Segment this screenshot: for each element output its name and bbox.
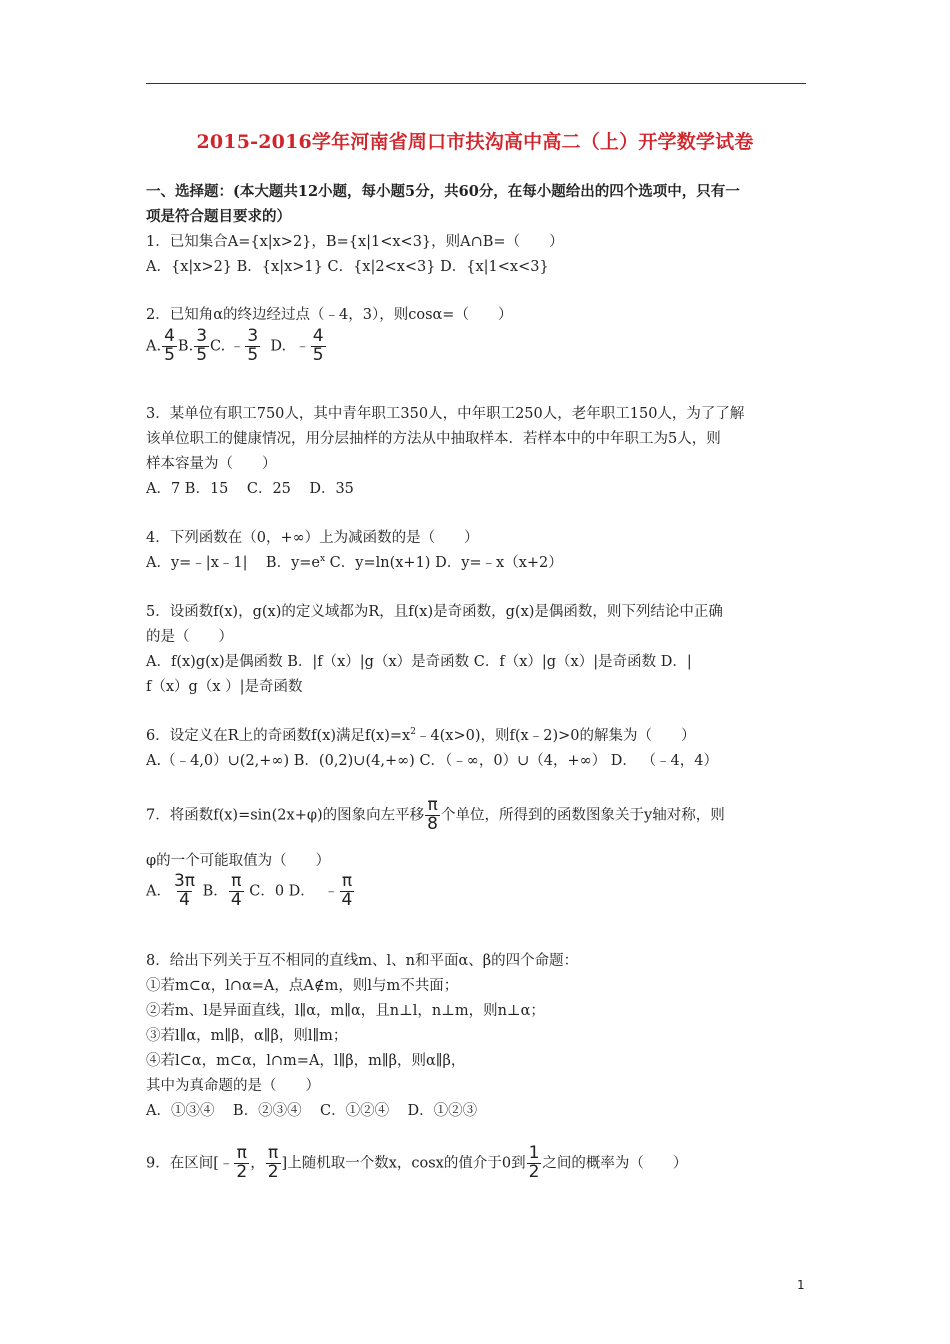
q2-b-label: B. [177,338,194,355]
numerator: π [341,871,353,891]
q2-stem: 2．已知角α的终边经过点（﹣4，3），则cosα=（ ） [146,307,513,323]
denominator: 4 [341,889,353,910]
header-rule [146,83,806,84]
denominator: 8 [427,813,438,834]
q3-line1: 3．某单位有职工750人，其中青年职工350人，中年职工250人，老年职工150人，为了了解 [146,406,745,422]
q8-proposition-1: ①若m⊂α，l∩α=A，点A∉m，则l与m不共面； [146,978,459,994]
q5-line4: f（x）g（x ）|是奇函数 [146,679,303,695]
exam-title: 2015-2016学年河南省周口市扶沟高中高二（上）开学数学试卷 [196,131,754,153]
q3-options: A．7 B．15 C．25 D．35 [146,481,354,497]
q4-options-cd: C．y=ln(x+1) D．y=﹣x（x+2） [325,555,563,571]
q9-stem [146,1145,687,1182]
q7-b-fraction [229,873,244,910]
denominator: 5 [164,344,175,365]
q8-proposition-3: ③若l∥α，m∥β，α∥β，则l∥m； [146,1028,348,1044]
q6-stem [146,724,695,745]
q7-stem-a: 7．将函数f(x)=sin(2x+φ)的图象向左平移 [146,807,425,824]
q2-a-label: A. [146,338,162,355]
q2-b-fraction [194,328,209,365]
numerator: π [268,1143,279,1163]
q9-stem-c: 之间的概率为（ ） [542,1155,688,1172]
q7-stem-b: 个单位，所得到的函数图象关于y轴对称，则 [441,807,725,824]
q7-a-fraction [172,873,197,910]
numerator: 3 [196,326,208,346]
denominator: 2 [528,1161,540,1182]
numerator: 3π [173,871,196,891]
q5-line1: 5．设函数f(x)，g(x)的定义域都为R，且f(x)是奇函数，g(x)是偶函数，则下列结论中正确 [146,604,723,620]
q6-exponent: 2 [410,727,416,738]
q2-options [146,328,327,365]
q9-comma: ， [250,1155,265,1172]
q7-b-label: B． [198,883,228,900]
q7-line2: φ的一个可能取值为（ ） [146,853,331,869]
denominator: 5 [196,344,208,365]
denominator: 5 [312,344,324,365]
q2-a-fraction [162,328,177,365]
q2-d-fraction [311,328,326,365]
numerator: 4 [164,326,175,346]
q1-options: A．{x|x>2} B．{x|x>1} C．{x|2<x<3} D．{x|1<x<3} [146,259,549,275]
q4-exponent: x [320,554,326,565]
q4-options [146,551,563,572]
q7-a-label: A． [146,883,171,900]
q6-stem-b: ﹣4(x>0)，则f(x﹣2)>0的解集为（ ） [415,728,696,744]
q4-stem: 4．下列函数在（0，+∞）上为减函数的是（ ） [146,530,479,546]
q2-d-label: D. ﹣ [261,338,310,355]
q9-half-fraction [527,1145,542,1182]
denominator: 4 [230,889,242,910]
q9-stem-b: ]上随机取一个数x，cosx的值介于0到 [281,1155,526,1172]
q4-options-ab: A．y=﹣|x﹣1| B．y=e [146,555,320,571]
numerator: π [231,871,242,891]
q6-stem-a: 6．设定义在R上的奇函数f(x)满足f(x)=x [146,728,411,744]
q9-left-fraction [234,1145,249,1182]
numerator: π [236,1143,247,1163]
q1-stem: 1．已知集合A={x|x>2}，B={x|1<x<3}，则A∩B=（ ） [146,234,564,250]
q5-line2: 的是（ ） [146,629,233,645]
q3-line2: 该单位职工的健康情况，用分层抽样的方法从中抽取样本．若样本中的中年职工为5人，则 [146,431,721,447]
denominator: 2 [236,1161,248,1182]
q8-options: A．①③④ B．②③④ C．①②④ D．①②③ [146,1103,478,1119]
q7-stem [146,797,725,834]
numerator: 1 [528,1143,540,1163]
q5-line3: A．f(x)g(x)是偶函数 B．|f（x）|g（x）是奇函数 C．f（x）|g（x）|是奇函数 D．| [146,654,692,670]
q7-d-fraction [340,873,355,910]
q2-c-label: C. ﹣ [210,338,245,355]
denominator: 2 [267,1161,279,1182]
q3-line3: 样本容量为（ ） [146,456,277,472]
page-number: 1 [797,1278,805,1292]
q8-proposition-2: ②若m、l是异面直线，l∥α，m∥α，且n⊥l，n⊥m，则n⊥α； [146,1003,545,1019]
q8-proposition-4: ④若l⊂α，m⊂α，l∩m=A，l∥β，m∥β，则α∥β， [146,1053,466,1069]
section-heading-line1: 一、选择题：(本大题共12小题，每小题5分，共60分，在每小题给出的四个选项中，只有一 [146,183,740,200]
numerator: 3 [247,326,259,346]
numerator: π [427,795,438,815]
q6-options: A.（﹣4,0）∪(2,+∞) B．(0,2)∪(4,+∞) C．（﹣∞，0）∪（4，+∞） D． （﹣4，4） [146,753,718,769]
denominator: 4 [179,889,190,910]
q9-right-fraction [266,1145,281,1182]
q7-shift-fraction [425,797,440,834]
q7-options [146,873,355,910]
q7-cd-label: C．0 D． ﹣ [244,883,339,900]
q9-stem-a: 9．在区间[﹣ [146,1155,234,1172]
section-heading-line2: 项是符合题目要求的） [146,208,291,225]
q8-ask: 其中为真命题的是（ ） [146,1078,320,1094]
denominator: 5 [247,344,259,365]
numerator: 4 [312,326,324,346]
q2-c-fraction [245,328,260,365]
q8-stem: 8．给出下列关于互不相同的直线m、l、n和平面α、β的四个命题： [146,953,579,969]
